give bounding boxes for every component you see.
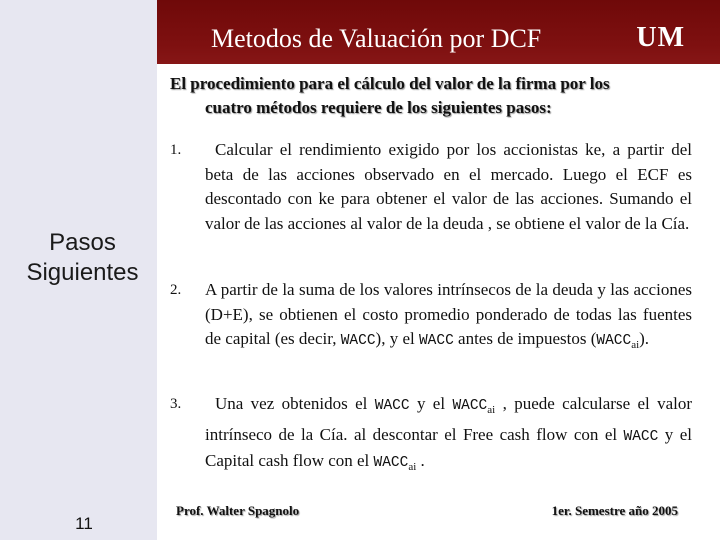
sidebar	[0, 0, 157, 540]
slide-title: Metodos de Valuación por DCF	[211, 24, 542, 53]
intro-line1: El procedimiento para el cálculo del valor de la firma por los	[170, 74, 610, 93]
wacc-subscript: ai	[408, 461, 417, 473]
wacc-term: WACC	[374, 398, 410, 414]
wacc-term: WACC	[373, 455, 409, 471]
intro-text	[170, 72, 690, 120]
section-title-line1: Pasos	[49, 229, 116, 256]
step-number: 1.	[170, 142, 182, 158]
step-text-part: , puede calcularse el valor intrínseco de la Cía. al descontar el Free cash flow con el	[205, 394, 693, 444]
wacc-subscript: ai	[631, 339, 640, 351]
step-text-part: y el Capital cash flow con el	[205, 424, 692, 470]
slide-header	[157, 0, 720, 64]
step-text-part: Una vez obtenidos el	[215, 394, 368, 413]
step-text-part: ), y el	[375, 329, 415, 348]
step-item	[170, 392, 692, 480]
section-title	[0, 228, 165, 288]
wacc-term: WACC	[340, 333, 376, 349]
step-number: 3.	[170, 396, 182, 412]
footer-semester: 1er. Semestre año 2005	[551, 503, 678, 518]
wacc-term: WACC	[452, 398, 488, 414]
step-text-part: .	[420, 451, 425, 470]
wacc-term: WACC	[596, 333, 632, 349]
step-item	[170, 278, 692, 358]
step-text-part: y el	[416, 394, 446, 413]
step-text	[205, 392, 692, 480]
wacc-subscript: ai	[487, 404, 496, 416]
page-number: 11	[75, 514, 93, 533]
wacc-term: WACC	[418, 333, 454, 349]
step-text-part: antes de impuestos (	[458, 329, 597, 348]
step-text-part: A partir de la suma de los valores intrínsecos de la deuda y las acciones (D+E), se obtienen el costo promedio ponderado de todas las fuentes de capital (es decir,	[205, 280, 692, 348]
wacc-term: WACC	[623, 428, 659, 445]
step-item	[170, 138, 692, 236]
intro-line2: cuatro métodos requiere de los siguientes pasos:	[205, 98, 552, 117]
step-text: Calcular el rendimiento exigido por los accionistas ke, a partir del beta de las acciones observado en el mercado. Luego el ECF es descontado con ke para obtener el valor de las acciones. Sumando el valor de las acciones al valor de la deuda , se obtiene el valor de la Cía.	[205, 140, 692, 233]
section-title-line2: Siguientes	[26, 259, 139, 286]
step-text	[205, 278, 692, 358]
um-logo: UM	[636, 22, 685, 53]
step-number: 2.	[170, 282, 182, 298]
step-text-part: ).	[639, 329, 650, 348]
footer-author: Prof. Walter Spagnolo	[176, 503, 300, 518]
